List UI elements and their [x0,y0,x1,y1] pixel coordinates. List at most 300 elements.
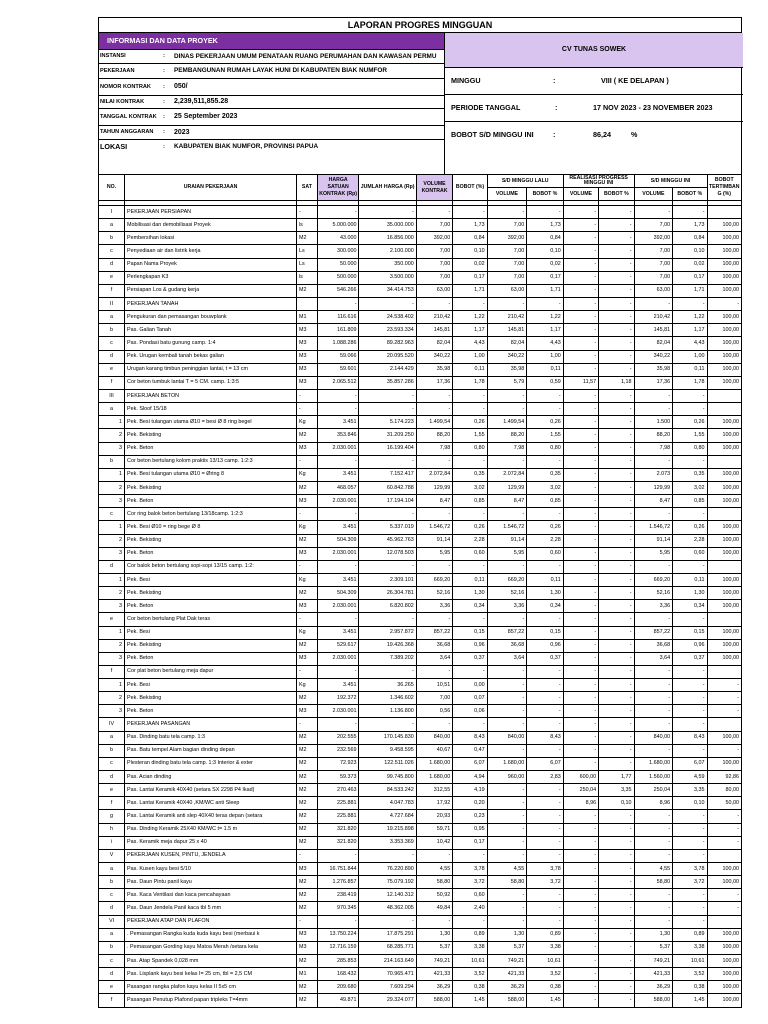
row-ini-volume: - [563,731,598,744]
row-lalu-bobot: - [527,665,563,678]
row-tertimbang: 100,00 [707,731,742,744]
project-info-header: INFORMASI DAN DATA PROYEK [99,33,444,49]
row-harga: 2.030.001 [317,442,359,455]
row-ini-bobot: - [599,692,634,705]
row-ini-volume: - [563,337,598,350]
row-no: i [99,836,125,849]
row-jumlah: 19.215.898 [359,823,416,836]
table-row [99,587,742,600]
table-row [99,823,742,836]
row-tertimbang: 100,00 [707,941,742,954]
row-ini-volume: - [563,600,598,613]
period-value: 17 NOV 2023 - 23 NOVEMBER 2023 [593,103,713,112]
row-sat: M3 [296,442,317,455]
row-tertimbang: 100,00 [707,258,742,271]
row-tertimbang [707,849,742,862]
row-sdini-bobot: 1,30 [673,587,707,600]
row-ini-bobot: - [599,389,634,402]
row-volume: 1.680,00 [416,771,452,784]
row-jumlah: - [359,389,416,402]
row-sdini-volume: - [634,705,673,718]
row-volume: 88,20 [416,429,452,442]
row-sdini-bobot: 1,73 [673,219,707,232]
row-sat: M3 [296,652,317,665]
row-sat: - [296,849,317,862]
row-volume: - [416,718,452,731]
row-tertimbang: 100,00 [707,994,742,1007]
info-value: 050/ [174,83,188,90]
row-lalu-bobot: 0,38 [527,981,563,994]
table-row [99,534,742,547]
row-tertimbang: 100,00 [707,442,742,455]
row-tertimbang: 100,00 [707,587,742,600]
row-sdini-volume: 52,16 [634,587,673,600]
row-ini-bobot: - [599,429,634,442]
table-row [99,481,742,494]
row-sdini-bobot: - [673,297,707,310]
period-colon: : [555,103,558,112]
row-lalu-volume: 1.499,54 [487,416,527,429]
row-no: 1 [99,573,125,586]
row-ini-bobot: - [599,968,634,981]
row-sdini-volume: 7,00 [634,219,673,232]
row-lalu-bobot: - [527,823,563,836]
row-jumlah: 214.163.649 [359,955,416,968]
row-sdini-bobot: 1,22 [673,311,707,324]
row-ini-volume: - [563,350,598,363]
row-sdini-bobot: - [673,692,707,705]
row-lalu-volume: 58,80 [487,876,527,889]
row-ini-volume: - [563,902,598,915]
row-sdini-bobot: - [673,810,707,823]
row-sdini-volume: 1.680,00 [634,757,673,770]
row-ini-bobot: - [599,534,634,547]
row-tertimbang: - [707,889,742,902]
row-harga: 232.569 [317,744,359,757]
row-harga: 16.751.844 [317,863,359,876]
row-volume: 145,81 [416,324,452,337]
row-harga: 12.716.159 [317,941,359,954]
row-lalu-bobot: - [527,613,563,626]
row-bobot: - [453,915,487,928]
row-sdini-volume: 1.560,00 [634,771,673,784]
row-ini-volume: 8,96 [563,797,598,810]
row-ini-bobot: - [599,731,634,744]
row-sat: M3 [296,941,317,954]
row-ini-volume: - [563,508,598,521]
row-jumlah: 1.136.800 [359,705,416,718]
row-ini-bobot: - [599,994,634,1007]
row-tertimbang [707,915,742,928]
row-sat: - [296,560,317,573]
info-row [99,95,444,108]
table-row [99,258,742,271]
row-ini-bobot: - [599,311,634,324]
row-sat: M2 [296,889,317,902]
row-jumlah: 5.174.223 [359,416,416,429]
row-sdini-bobot: 0,85 [673,495,707,508]
row-lalu-volume: - [487,389,527,402]
table-row [99,363,742,376]
table-row [99,271,742,284]
table-row [99,744,742,757]
row-no: 3 [99,652,125,665]
row-tertimbang: 100,00 [707,955,742,968]
row-jumlah: 350.000 [359,258,416,271]
row-sat: M2 [296,534,317,547]
row-sdini-bobot: 8,43 [673,731,707,744]
row-volume: 210,42 [416,311,452,324]
row-jumlah: 7.152.417 [359,468,416,481]
row-sdini-bobot: 0,11 [673,363,707,376]
row-sdini-bobot: - [673,915,707,928]
row-bobot: 3,72 [453,876,487,889]
row-tertimbang: 80,00 [707,784,742,797]
info-row [99,108,444,125]
row-ini-bobot: - [599,941,634,954]
row-ini-volume: - [563,849,598,862]
row-sdini-volume: - [634,823,673,836]
row-sdini-bobot: 2,28 [673,534,707,547]
row-lalu-bobot: - [527,692,563,705]
row-sdini-bobot: 0,34 [673,600,707,613]
row-sdini-volume: 421,33 [634,968,673,981]
row-no: 3 [99,495,125,508]
row-lalu-volume: 7,00 [487,219,527,232]
row-harga: 5.000.000 [317,219,359,232]
row-volume: 840,00 [416,731,452,744]
row-no: c [99,955,125,968]
row-bobot: 0,84 [453,232,487,245]
row-harga: 2.030.001 [317,547,359,560]
table-row [99,429,742,442]
row-sdini-volume: - [634,679,673,692]
row-sat: M2 [296,284,317,297]
row-sat: Ls [296,258,317,271]
row-sdini-volume: 17,36 [634,376,673,389]
row-no: b [99,455,125,468]
row-uraian: Pek. Besi Ø10 = ring bege Ø 8 [125,521,297,534]
table-row [99,337,742,350]
row-tertimbang: 100,00 [707,573,742,586]
row-harga: 270.463 [317,784,359,797]
row-lalu-volume: - [487,560,527,573]
row-sdini-bobot: 4,43 [673,337,707,350]
row-tertimbang [707,613,742,626]
row-harga: 225.881 [317,810,359,823]
row-uraian: Pek. Bekisting [125,587,297,600]
row-sdini-bobot: 1,78 [673,376,707,389]
row-ini-bobot: - [599,258,634,271]
row-uraian: PEKERJAAN TANAH [125,297,297,310]
table-row [99,876,742,889]
table-row [99,705,742,718]
row-sdini-volume: - [634,889,673,902]
row-volume: 1.680,00 [416,757,452,770]
row-lalu-bobot: - [527,679,563,692]
row-harga: 192.372 [317,692,359,705]
row-lalu-bobot: - [527,915,563,928]
row-tertimbang: 100,00 [707,232,742,245]
row-ini-volume: - [563,429,598,442]
row-uraian: Pas. Daun Pintu panil kayu [125,876,297,889]
row-jumlah: - [359,915,416,928]
row-bobot: 0,02 [453,258,487,271]
row-ini-bobot: - [599,324,634,337]
row-lalu-volume: 145,81 [487,324,527,337]
row-uraian: Pas. Lantai Keramik anti slep 40X40 teras depan (setara [125,810,297,823]
row-tertimbang: 100,00 [707,639,742,652]
row-sdini-volume: 250,04 [634,784,673,797]
table-row [99,613,742,626]
row-ini-volume: - [563,403,598,416]
row-lalu-volume: - [487,692,527,705]
table-row [99,245,742,258]
info-row [99,125,444,139]
row-sat [296,297,317,310]
row-sdini-bobot: 0,10 [673,797,707,810]
row-volume: 40,67 [416,744,452,757]
row-bobot: 3,02 [453,481,487,494]
row-tertimbang: - [707,823,742,836]
row-sdini-volume: 340,22 [634,350,673,363]
row-jumlah: 2.957.872 [359,626,416,639]
row-sdini-bobot: 0,89 [673,928,707,941]
row-bobot: - [453,206,487,219]
row-sdini-bobot: - [673,508,707,521]
row-sat: M3 [296,324,317,337]
progress-table-body [99,206,742,1008]
row-ini-bobot: - [599,810,634,823]
row-bobot: 4,43 [453,337,487,350]
row-no: a [99,311,125,324]
row-bobot: 0,26 [453,416,487,429]
row-uraian: Pas. Lantai Keramik 40X40 (setara SX 2298 P4 Ikad) [125,784,297,797]
row-uraian: Pek. Beton [125,442,297,455]
row-sdini-volume: - [634,508,673,521]
week-colon: : [553,76,556,85]
row-jumlah: - [359,508,416,521]
row-no: II [99,297,125,310]
row-no: b [99,876,125,889]
table-row [99,311,742,324]
row-sdini-bobot: 0,26 [673,521,707,534]
table-row [99,928,742,941]
row-ini-bobot: - [599,705,634,718]
row-lalu-bobot: 0,26 [527,521,563,534]
row-ini-volume: - [563,521,598,534]
row-bobot: 0,11 [453,363,487,376]
row-ini-volume: - [563,915,598,928]
row-uraian: Pas. Acian dinding [125,771,297,784]
row-uraian: Pas. Batu tempel Alam bagian dinding depan [125,744,297,757]
row-volume: 52,16 [416,587,452,600]
row-lalu-volume: - [487,403,527,416]
row-sat: M3 [296,547,317,560]
info-row [99,78,444,95]
row-sdini-bobot: 0,26 [673,416,707,429]
row-uraian: Pek. Bekisting [125,481,297,494]
sub-bobot: BOBOT % [599,188,634,201]
row-sdini-volume: 91,14 [634,534,673,547]
row-ini-bobot: - [599,679,634,692]
row-ini-bobot: - [599,232,634,245]
row-jumlah: 24.538.402 [359,311,416,324]
row-sat: M3 [296,928,317,941]
row-uraian: Cor beton bertulang Plat Dak teras [125,613,297,626]
table-row [99,219,742,232]
row-no: c [99,245,125,258]
row-sat: - [296,206,317,219]
row-jumlah: - [359,297,416,310]
row-bobot: 0,00 [453,679,487,692]
row-sdini-bobot: - [673,718,707,731]
col-harga: HARGA SATUAN KONTRAK (Rp) [317,175,359,201]
row-sdini-volume: 145,81 [634,324,673,337]
project-info-left [99,33,445,174]
row-no: 2 [99,429,125,442]
col-sdini: S/D MINGGU INI [634,175,707,188]
row-jumlah: 17.194.104 [359,495,416,508]
row-lalu-bobot: 0,84 [527,232,563,245]
row-sdini-volume: 63,00 [634,284,673,297]
row-jumlah: 48.362.005 [359,902,416,915]
table-row [99,547,742,560]
row-sdini-volume: - [634,744,673,757]
row-jumlah: 20.095.520 [359,350,416,363]
row-lalu-bobot: - [527,836,563,849]
row-lalu-volume: 91,14 [487,534,527,547]
row-harga: 300.000 [317,245,359,258]
row-sat: - [296,613,317,626]
row-lalu-volume: - [487,705,527,718]
row-harga: - [317,206,359,219]
row-lalu-volume: 63,00 [487,284,527,297]
row-sdini-bobot: 0,37 [673,652,707,665]
row-sdini-bobot: 1,00 [673,350,707,363]
row-volume: 20,93 [416,810,452,823]
row-ini-volume: - [563,810,598,823]
row-lalu-volume: 588,00 [487,994,527,1007]
row-lalu-bobot: 3,02 [527,481,563,494]
row-uraian: Cor plat beton bertulang meja dapur [125,665,297,678]
table-row [99,376,742,389]
row-harga: 2.030.001 [317,600,359,613]
row-tertimbang [707,455,742,468]
row-sdini-bobot: 0,80 [673,442,707,455]
row-bobot: - [453,665,487,678]
row-ini-volume: - [563,547,598,560]
row-ini-bobot: 1,18 [599,376,634,389]
table-row [99,718,742,731]
row-no: b [99,324,125,337]
table-row [99,600,742,613]
row-volume: 3,64 [416,652,452,665]
row-volume: - [416,508,452,521]
row-lalu-bobot: 3,78 [527,863,563,876]
row-harga: 529.617 [317,639,359,652]
row-tertimbang: 92,86 [707,771,742,784]
row-tertimbang: 100,00 [707,481,742,494]
row-sat: - [296,718,317,731]
row-sdini-volume: 8,96 [634,797,673,810]
row-sdini-volume: 1.500 [634,416,673,429]
row-ini-bobot: - [599,442,634,455]
table-row [99,495,742,508]
row-uraian: Pek. Besi [125,679,297,692]
row-lalu-volume: - [487,810,527,823]
row-lalu-bobot: 0,59 [527,376,563,389]
row-lalu-bobot: - [527,744,563,757]
row-uraian: Mobilisasi dan demobilisasi Proyek [125,219,297,232]
row-harga: - [317,915,359,928]
info-row [99,139,444,154]
row-sdini-bobot: - [673,744,707,757]
row-volume: - [416,613,452,626]
row-no: b [99,941,125,954]
row-harga: 321.820 [317,836,359,849]
row-lalu-bobot: 0,15 [527,626,563,639]
row-sdini-bobot: 10,61 [673,955,707,968]
row-sdini-volume: 3,64 [634,652,673,665]
row-no: c [99,757,125,770]
row-lalu-bobot: 1,73 [527,219,563,232]
row-sdini-volume: 1.546,72 [634,521,673,534]
row-harga: 500.000 [317,271,359,284]
row-lalu-volume: - [487,784,527,797]
row-jumlah: 75.079.192 [359,876,416,889]
row-no: 1 [99,626,125,639]
row-tertimbang: - [707,705,742,718]
row-tertimbang: 100,00 [707,376,742,389]
row-lalu-volume: 340,22 [487,350,527,363]
row-ini-bobot: 1,77 [599,771,634,784]
row-lalu-bobot: 1,55 [527,429,563,442]
row-uraian: PEKERJAAN ATAP DAN PLAFON [125,915,297,928]
row-tertimbang: 100,00 [707,652,742,665]
row-uraian: Cor beton tumbuk lantai T = 5 CM. camp. 1:3:5 [125,376,297,389]
project-info-panel [98,33,742,174]
row-jumlah: 6.820.802 [359,600,416,613]
row-harga: 3.451 [317,416,359,429]
row-jumlah: 122.511.026 [359,757,416,770]
report-title: LAPORAN PROGRES MINGGUAN [98,17,742,33]
row-lalu-bobot: 0,60 [527,547,563,560]
row-no: a [99,731,125,744]
row-uraian: Pas. Dinding batu tela camp. 1:3 [125,731,297,744]
info-value: 2,239,511,855.28 [174,98,229,105]
row-harga: 2.030.001 [317,652,359,665]
row-sat: Ls [296,245,317,258]
row-sat: M2 [296,784,317,797]
row-no: f [99,665,125,678]
table-row [99,836,742,849]
contractor-name: CV TUNAS SOWEK [445,33,743,68]
row-tertimbang: 100,00 [707,981,742,994]
row-no: f [99,797,125,810]
row-sdini-bobot: 1,17 [673,324,707,337]
row-jumlah: 76.220.890 [359,863,416,876]
row-jumlah: 9.458.595 [359,744,416,757]
table-row [99,955,742,968]
row-ini-volume: - [563,455,598,468]
row-volume: 58,80 [416,876,452,889]
row-bobot: 0,47 [453,744,487,757]
row-jumlah: 4.047.783 [359,797,416,810]
row-tertimbang: 100,00 [707,468,742,481]
row-volume: 7,98 [416,442,452,455]
row-harga: 49.871 [317,994,359,1007]
